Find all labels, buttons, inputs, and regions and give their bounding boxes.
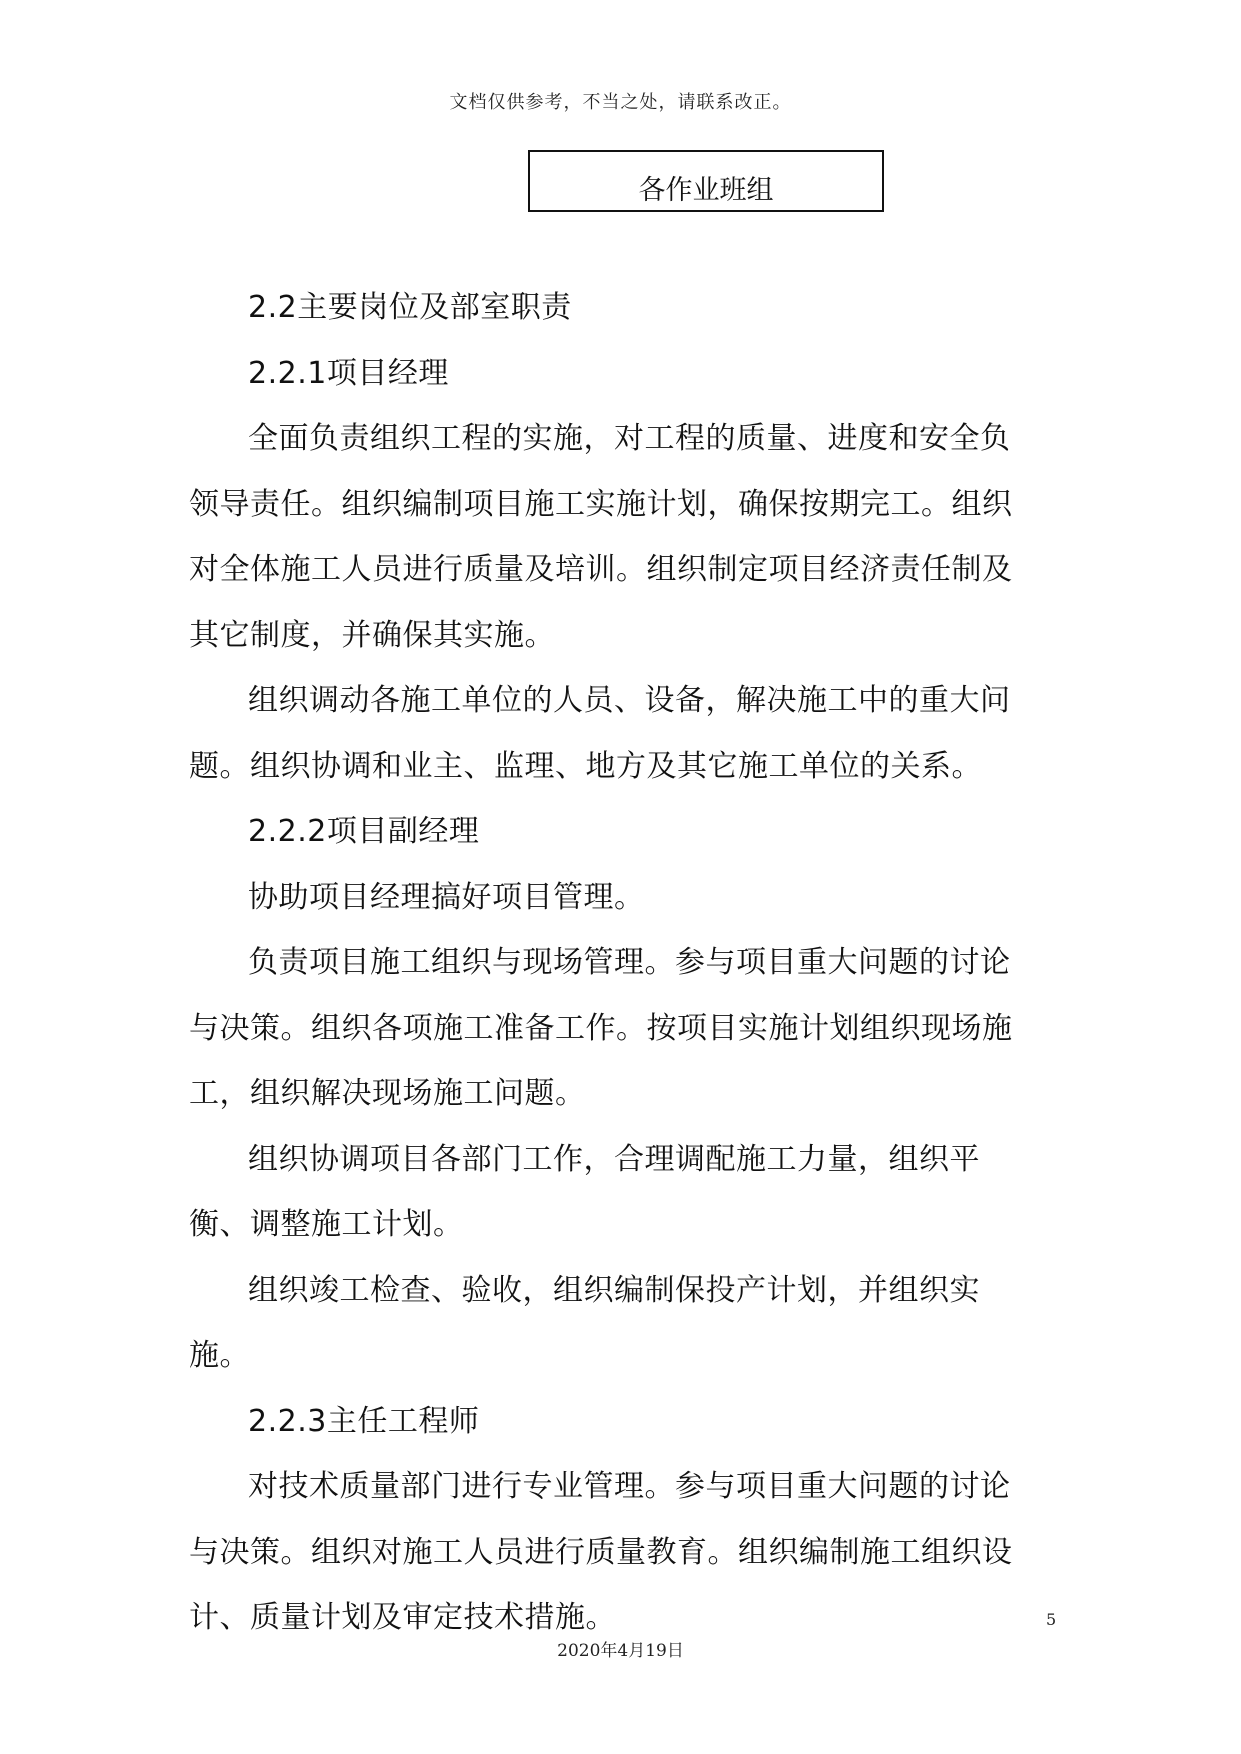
body-paragraph: 全面负责组织工程的实施，对工程的质量、进度和安全负领导责任。组织编制项目施工实施计划，确保按期完工。组织对全体施工人员进行质量及培训。组织制定项目经济责任制及其它制度，并确保其实施。 — [189, 421, 1013, 653]
body-paragraph: 组织竣工检查、验收，组织编制保投产计划，并组织实施。 — [189, 1272, 980, 1373]
subsection-heading: 2.2.3主任工程师 — [248, 1403, 480, 1439]
page-number: 5 — [1046, 1610, 1057, 1629]
body-paragraph: 负责项目施工组织与现场管理。参与项目重大问题的讨论与决策。组织各项施工准备工作。按项目实施计划组织现场施工，组织解决现场施工问题。 — [189, 945, 1013, 1111]
document-body — [189, 275, 1039, 1651]
org-box-label: 各作业班组 — [638, 175, 774, 206]
subsection-heading: 2.2.1项目经理 — [248, 355, 449, 391]
body-paragraph: 组织调动各施工单位的人员、设备，解决施工中的重大问题。组织协调和业主、监理、地方及其它施工单位的关系。 — [189, 683, 1011, 784]
body-paragraph: 对技术质量部门进行专业管理。参与项目重大问题的讨论与决策。组织对施工人员进行质量教育。组织编制施工组织设计、质量计划及审定技术措施。 — [189, 1469, 1013, 1635]
org-chart-box — [528, 150, 884, 212]
footer-date: 2020年4月19日 — [557, 1641, 684, 1661]
section-heading: 2.2主要岗位及部室职责 — [248, 290, 572, 325]
body-paragraph: 协助项目经理搞好项目管理。 — [248, 879, 645, 915]
header-note: 文档仅供参考，不当之处，请联系改正。 — [449, 92, 792, 113]
subsection-heading: 2.2.2项目副经理 — [248, 814, 480, 849]
body-paragraph: 组织协调项目各部门工作，合理调配施工力量，组织平衡、调整施工计划。 — [189, 1141, 980, 1242]
